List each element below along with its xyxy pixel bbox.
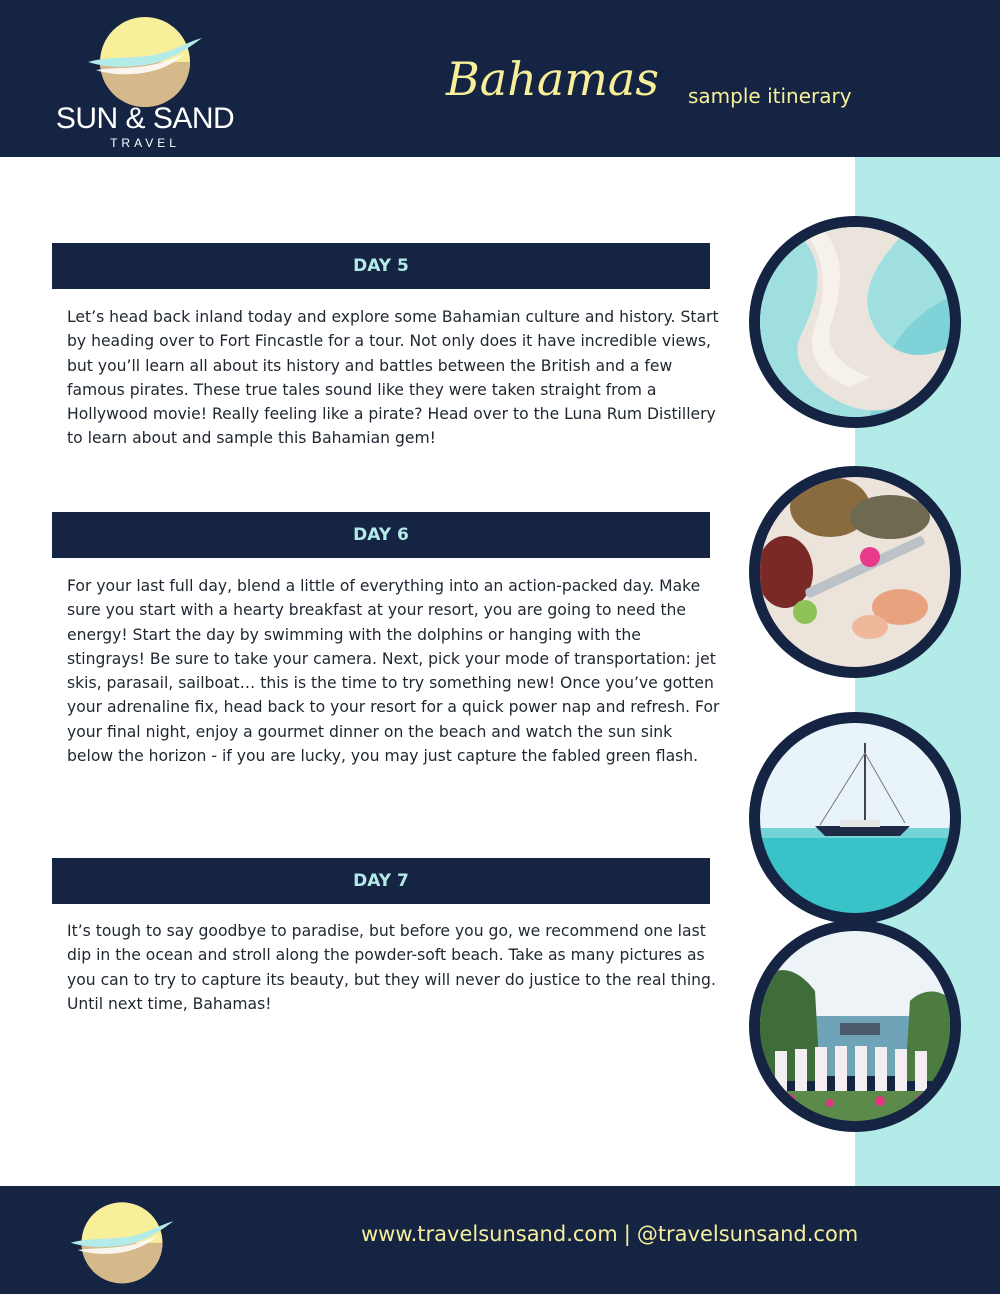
day-6-heading: DAY 6 (52, 512, 710, 558)
day-5-text: Let’s head back inland today and explore some Bahamian culture and history. Start by heading over to Fort Fincastle for a tour. Not only does it have incredible views, but you’ll learn all about its history and battles between the British and a few famous pirates. These true tales sound like they were taken straight from a Hollywood movie! Really feeling like a pirate? Head over to the Luna Rum Distillery to learn about and sample this Bahamian gem! (67, 308, 719, 448)
page-title: Bahamas (446, 52, 659, 106)
sailboat-photo (749, 712, 961, 924)
website-link[interactable]: www.travelsunsand.com (361, 1222, 618, 1246)
harbor-fence-photo (749, 920, 961, 1132)
sun-wave-footer-logo-icon (68, 1196, 176, 1286)
day-6-text: For your last full day, blend a little of everything into an action-packed day. Make sure you start with a hearty breakfast at your resort, you are going to need the energy! Start the day by swimming with the dolphins or hanging with the stingrays! Be sure to take your camera. Next, pick your mode of transportation: jet skis, parasail, sailboat… this is the time to try something new! Once you’ve gotten your adrenaline fix, head back to your resort for a quick power nap and refresh. For your final night, enjoy a gourmet dinner on the beach and watch the sun sink below the horizon - if you are lucky, you may just capture the fabled green flash. (67, 577, 720, 766)
day-7-heading: DAY 7 (52, 858, 710, 904)
sandbar-photo (749, 216, 961, 428)
brand-sub: TRAVEL (110, 136, 180, 150)
footer-links (361, 1222, 858, 1246)
social-handle[interactable]: @travelsunsand.com (636, 1222, 859, 1246)
day-7-text: It’s tough to say goodbye to paradise, but before you go, we recommend one last dip in the ocean and stroll along the powder-soft beach. Take as many pictures as you can to try to capture its beauty, but they will never do justice to the real thing. Until next time, Bahamas! (67, 922, 716, 1013)
page-subtitle: sample itinerary (688, 84, 852, 108)
footer-separator: | (623, 1222, 631, 1246)
day-5-heading: DAY 5 (52, 243, 710, 289)
food-knife-photo (749, 466, 961, 678)
sun-wave-logo-icon (86, 10, 204, 110)
brand-name: SUN & SAND (55, 102, 235, 135)
